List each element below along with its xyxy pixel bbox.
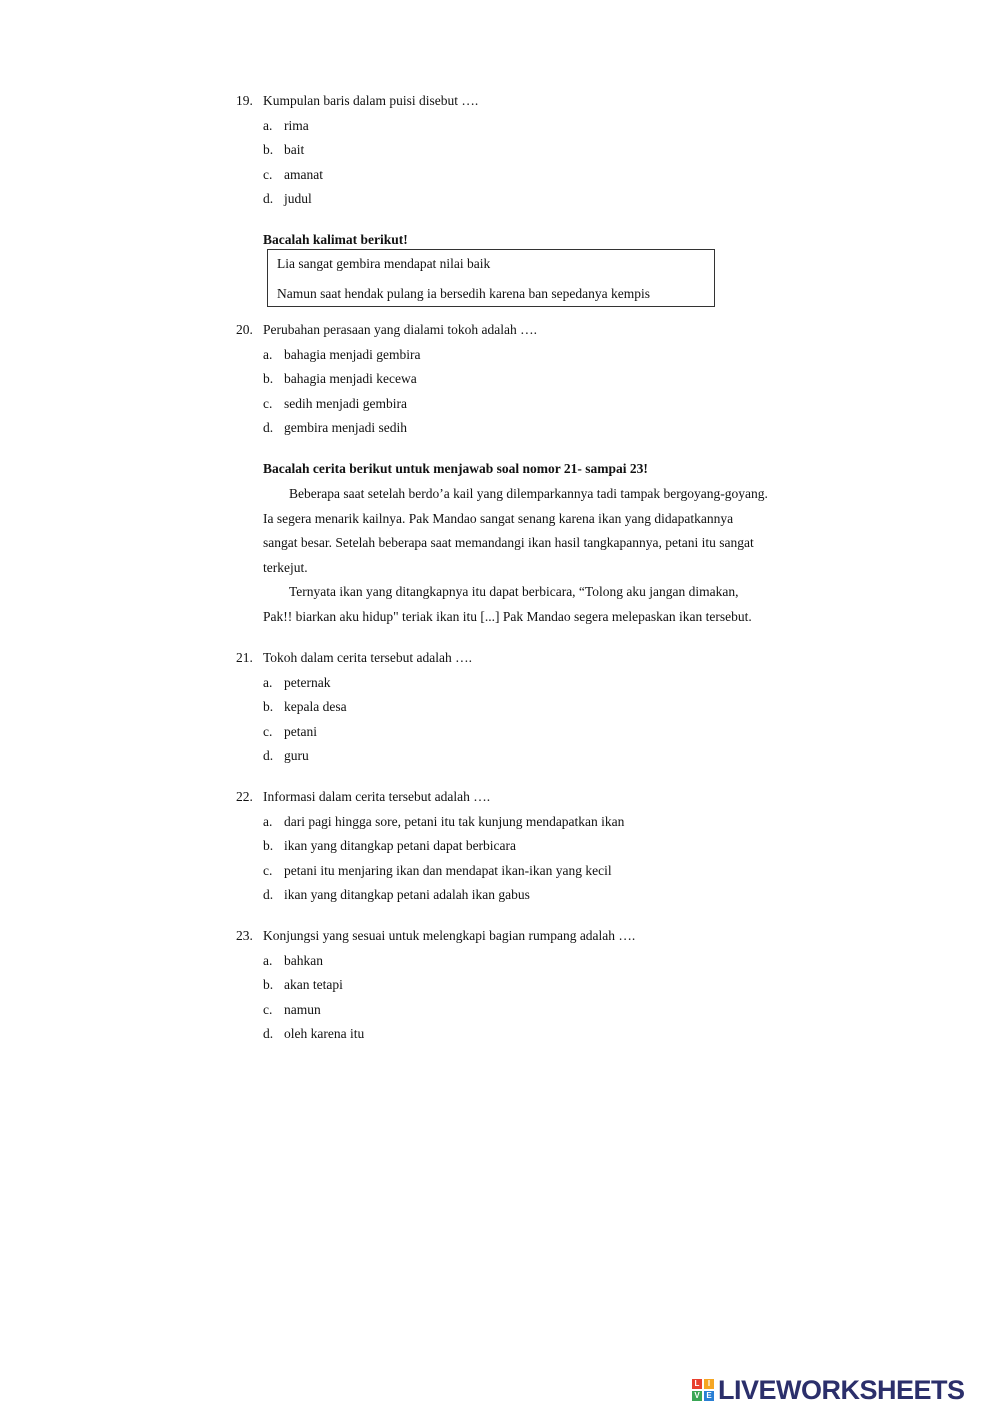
option-letter: a. [263, 347, 273, 362]
story-line: terkejut. [263, 560, 308, 575]
logo-text: LIVEWORKSHEETS [718, 1374, 965, 1405]
option-letter: a. [263, 118, 273, 133]
option-text[interactable]: judul [284, 191, 312, 206]
option-letter: c. [263, 863, 273, 878]
story-instruction: Bacalah cerita berikut untuk menjawab soal nomor 21- sampai 23! [263, 461, 648, 476]
option-text[interactable]: ikan yang ditangkap petani adalah ikan gabus [284, 887, 530, 902]
option-letter: d. [263, 191, 274, 206]
question-number: 23. [236, 928, 253, 943]
option-text[interactable]: dari pagi hingga sore, petani itu tak kunjung mendapatkan ikan [284, 814, 625, 829]
option-letter: c. [263, 396, 273, 411]
logo-tile: E [704, 1391, 714, 1401]
question-number: 19. [236, 93, 253, 108]
option-letter: b. [263, 838, 274, 853]
option-letter: d. [263, 748, 274, 763]
option-text[interactable]: ikan yang ditangkap petani dapat berbicara [284, 838, 517, 853]
story-line: Ternyata ikan yang ditangkapnya itu dapat berbicara, “Tolong aku jangan dimakan, [289, 584, 739, 599]
question-text: Informasi dalam cerita tersebut adalah …. [263, 789, 491, 804]
option-text[interactable]: bahkan [284, 953, 323, 968]
option-letter: d. [263, 887, 274, 902]
option-letter: a. [263, 814, 273, 829]
option-text[interactable]: akan tetapi [284, 977, 343, 992]
option-letter: c. [263, 167, 273, 182]
option-text[interactable]: oleh karena itu [284, 1026, 365, 1041]
sentence-box [267, 249, 715, 307]
option-letter: b. [263, 699, 274, 714]
question-number: 21. [236, 650, 253, 665]
question-text: Kumpulan baris dalam puisi disebut …. [263, 93, 479, 108]
logo-grid-icon [692, 1379, 714, 1401]
option-letter: c. [263, 724, 273, 739]
option-text[interactable]: kepala desa [284, 699, 347, 714]
option-text[interactable]: gembira menjadi sedih [284, 420, 407, 435]
option-letter: c. [263, 1002, 273, 1017]
option-text[interactable]: rima [284, 118, 309, 133]
option-text[interactable]: peternak [284, 675, 331, 690]
story-line: Ia segera menarik kailnya. Pak Mandao sangat senang karena ikan yang didapatkannya [263, 511, 734, 526]
option-text[interactable]: petani itu menjaring ikan dan mendapat ikan-ikan yang kecil [284, 863, 612, 878]
liveworksheets-logo [692, 1376, 965, 1404]
option-text[interactable]: amanat [284, 167, 323, 182]
option-text[interactable]: bait [284, 142, 305, 157]
option-text[interactable]: bahagia menjadi kecewa [284, 371, 417, 386]
logo-tile: L [692, 1379, 702, 1389]
logo-tile: I [704, 1379, 714, 1389]
option-letter: b. [263, 142, 274, 157]
option-letter: a. [263, 953, 273, 968]
question-text: Perubahan perasaan yang dialami tokoh adalah …. [263, 322, 538, 337]
option-letter: d. [263, 1026, 274, 1041]
option-letter: d. [263, 420, 274, 435]
question-number: 20. [236, 322, 253, 337]
sentence-line: Lia sangat gembira mendapat nilai baik [277, 256, 491, 271]
question-text: Tokoh dalam cerita tersebut adalah …. [263, 650, 472, 665]
story-line: Beberapa saat setelah berdo’a kail yang dilemparkannya tadi tampak bergoyang-goyang. [289, 486, 768, 501]
option-letter: b. [263, 371, 274, 386]
sentence-instruction: Bacalah kalimat berikut! [263, 232, 408, 247]
option-text[interactable]: namun [284, 1002, 321, 1017]
option-text[interactable]: bahagia menjadi gembira [284, 347, 421, 362]
question-text: Konjungsi yang sesuai untuk melengkapi bagian rumpang adalah …. [263, 928, 636, 943]
story-line: Pak!! biarkan aku hidup" teriak ikan itu [...] Pak Mandao segera melepaskan ikan tersebut. [263, 609, 752, 624]
option-text[interactable]: sedih menjadi gembira [284, 396, 407, 411]
option-letter: b. [263, 977, 274, 992]
question-number: 22. [236, 789, 253, 804]
story-line: sangat besar. Setelah beberapa saat memandangi ikan hasil tangkapannya, petani itu sangat [263, 535, 754, 550]
logo-tile: V [692, 1391, 702, 1401]
sentence-line: Namun saat hendak pulang ia bersedih karena ban sepedanya kempis [277, 286, 650, 301]
option-text[interactable]: guru [284, 748, 309, 763]
option-letter: a. [263, 675, 273, 690]
option-text[interactable]: petani [284, 724, 317, 739]
